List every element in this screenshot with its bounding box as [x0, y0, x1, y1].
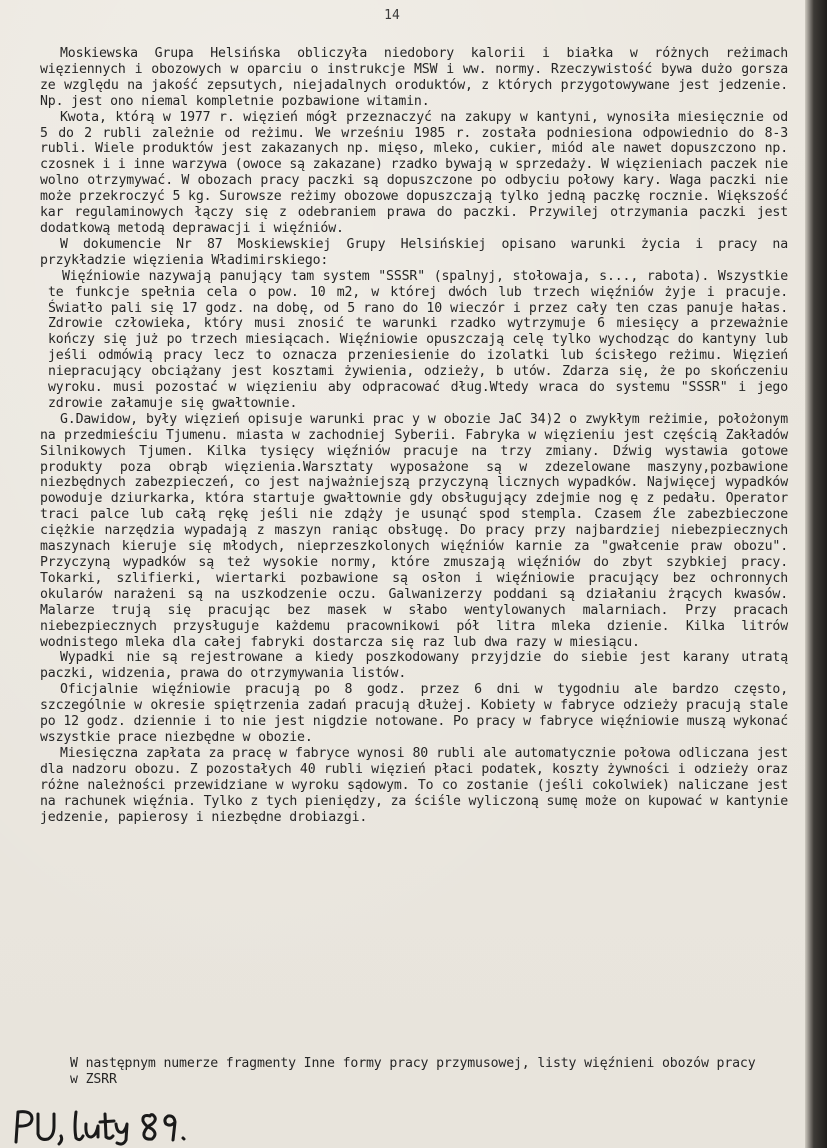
paragraph: Moskiewska Grupa Helsińska obliczyła niedobory kalorii i białka w różnych reżimach więziennych i obozowych w oparciu o instrukcje MSW i ww. normy. Rzeczywistość bywa dużo gorsza ze względu na jakość zepsutych, niejadalnych oroduktów, z których przygotowywane jest jedzenie. Np. jest ono niemal kompletnie pozbawione witamin.	[40, 46, 788, 109]
paragraph: Wypadki nie są rejestrowane a kiedy poszkodowany przyjdzie do siebie jest karany utratą paczki, widzenia, prawa do otrzymywania listów.	[40, 650, 788, 682]
next-issue-note: W następnym numerze fragmenty Inne formy pracy przymusowej, listy więźnieni obozów pracy w ZSRR	[70, 1056, 756, 1087]
quoted-paragraph: Więźniowie nazywają panujący tam system "SSSR" (spalnyj, stołowaja, s..., rabota). Wszystkie te funkcje spełnia cela o pow. 10 m2, w której dwóch lub trzech więźniów żyje i pracuje. Światło pali się 17 godz. na dobę, od 5 rano do 10 wieczór i przez cały ten czas panuje hałas. Zdrowie człowieka, który musi znosić te warunki rzadko wytrzymuje 6 miesięcy a przeważnie kończy się już po trzech miesiącach. Więźniowie opuszczają celę tylko wychodząc do kantyny lub jeśli odmówią pracy lecz to oznacza przeniesienie do izolatki lub ścisłego reżimu. Więzień niepracujący obciążany jest kosztami żywienia, odzieży, b utów. Zdarza się, że po skończeniu wyroku. musi pozostać w więzieniu aby odpracować dług.Wtedy wraca do systemu "SSSR" i jego zdrowie załamuje się gwałtownie.	[48, 268, 788, 411]
paragraph: Oficjalnie więźniowie pracują po 8 godz. przez 6 dni w tygodniu ale bardzo często, szczególnie w okresie spiętrzenia zadań pracują dłużej. Kobiety w fabryce odzieży pracują stale po 12 godz. dziennie i to nie jest nigdzie notowane. Po pracy w fabryce więźniowie muszą wykonać wszystkie prace niezbędne w obozie.	[40, 682, 788, 745]
paragraph: W dokumencie Nr 87 Moskiewskiej Grupy Helsińskiej opisano warunki życia i pracy na przykładzie więzienia Władimirskiego:	[40, 236, 788, 268]
page-number: 14	[384, 8, 400, 23]
page-edge-shadow	[805, 0, 827, 1148]
paragraph: Kwota, którą w 1977 r. więzień mógł przeznaczyć na zakupy w kantyni, wynosiła miesięcznie od 5 do 2 rubli zależnie od reżimu. We wrześniu 1985 r. została podniesiona odpowiednio do 8-3 rubli. Wiele produktów jest zakazanych np. mięso, mleko, cukier, miód ale nawet dopuszczono np. czosnek i i inne warzywa (owoce są zakazane) rzadko bywają w sprzedaży. W więzieniach paczek nie wolno otrzymywać. W obozach pracy paczki są dopuszczone po odbyciu połowy kary. Waga paczki nie może przekroczyć 5 kg. Surowsze reżimy obozowe dopuszczają tylko jedną paczkę rocznie. Większość kar regulaminowych łączy się z odebraniem prawa do paczki. Przywilej otrzymania paczki jest dodatkową metodą deprawacji i więźniów.	[40, 109, 788, 236]
paragraph: G.Dawidow, były więzień opisuje warunki prac y w obozie JaC 34)2 o zwykłym reżimie, położonym na przedmieściu Tjumenu. miasta w zachodniej Syberii. Fabryka w więzieniu jest częścią Zakładów Silnikowych Tjumen. Kilka tysięcy więźniów pracuje na trzy zmiany. Dźwig wystawia gotowe produkty poza obrąb więzienia.Warsztaty wyposażone są w zdezelowane maszyny,pozbawione niezbędnych zabezpieczeń, co jest najważniejszą przyczyną licznych wypadków. Najwięcej wypadków powoduje dziurkarka, która startuje gwałtownie gdy obsługujący zdejmie nog ę z pedału. Operator traci palce lub całą rękę jeśli nie zdąży je usunąć spod stempla. Czasem źle zabezbieczone ciężkie narzędzia wypadają z maszyn raniąc obsługę. Do pracy przy najbardziej niebezpiecznych maszynach kieruje się młodych, nieprzeszkolonych więźniów karnie za "gwałcenie praw obozu". Przyczyną wypadków są też wysokie normy, które zmuszają więźniów do zbyt szybkiej pracy. Tokarki, szlifierki, wiertarki pozbawione są osłon i więźniowie pracujący bez ochronnych okularów narażeni są na uszkodzenie oczu. Galwanizerzy poddani są działaniu żrących kwasów. Malarze trują się pracując bez masek w słabo wentylowanych malarniach. Przy pracach niebezpiecznych przysługuje każdemu pracownikowi pół litra mleka dzienie. Kilka litrów wodnistego mleka dla całej fabryki dostarcza się raz lub dwa razy w miesiącu.	[40, 411, 788, 650]
article-body	[40, 46, 788, 825]
paragraph: Miesięczna zapłata za pracę w fabryce wynosi 80 rubli ale automatycznie połowa odliczana jest dla nadzoru obozu. Z pozostałych 40 rubli więzień płaci podatek, koszty żywności i odzieży oraz różne należności przewidziane w wyroku sądowym. To co zostanie (jeśli cokolwiek) naliczane jest na rachunek więźnia. Tylko z tych pieniędzy, za ściśle wyliczoną sumę może on kupować w kantynie jedzenie, papierosy i niezbędne drobiazgi.	[40, 745, 788, 825]
handwritten-signature	[10, 1106, 250, 1146]
